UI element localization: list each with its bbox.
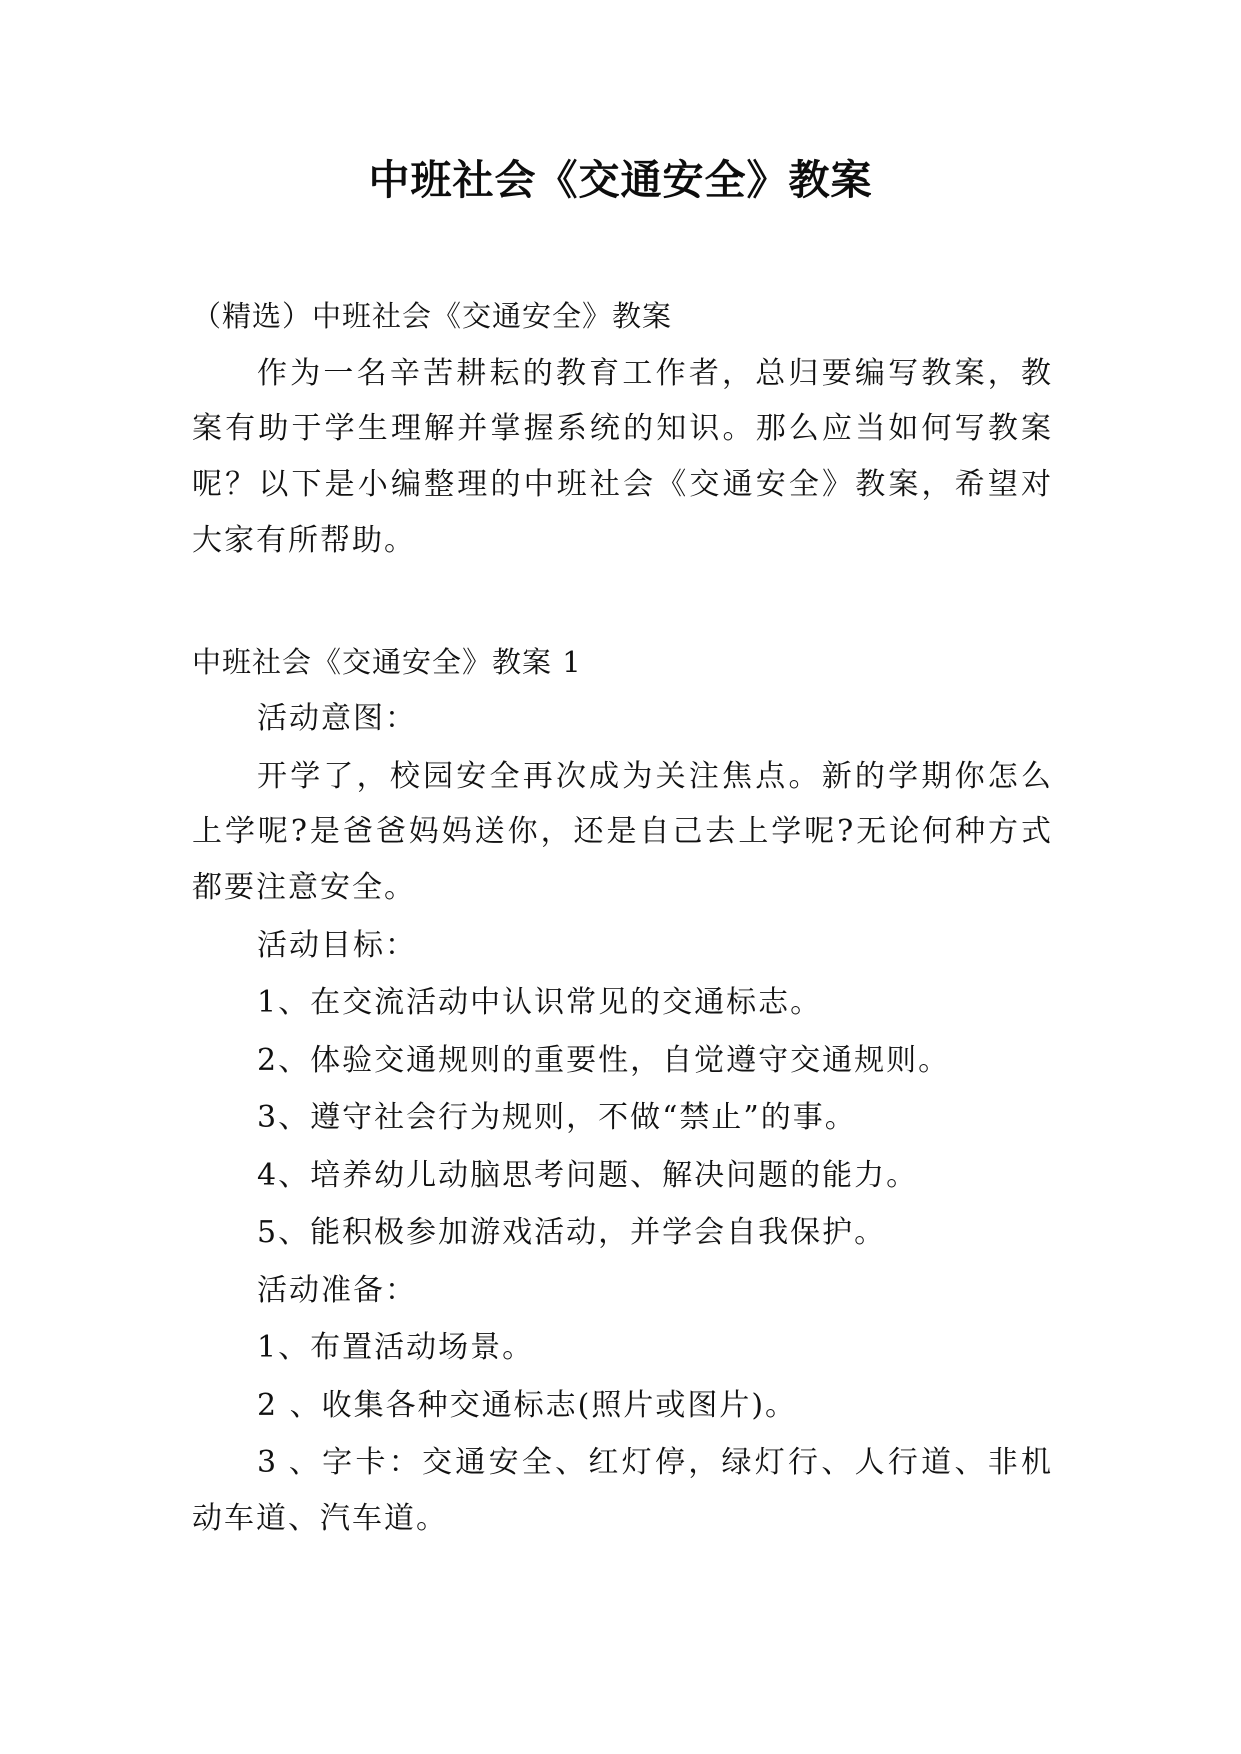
activity-goals-heading: 活动目标： (257, 928, 417, 963)
activity-prep-heading: 活动准备： (257, 1273, 417, 1308)
intro-paragraph-line: 大家有所帮助。 (192, 523, 416, 558)
document-title: 中班社会《交通安全》教案 (368, 156, 873, 204)
intro-paragraph-line: 作为一名辛苦耕耘的教育工作者，总归要编写教案，教 (257, 356, 1051, 391)
prep-item: 1、布置活动场景。 (257, 1330, 535, 1365)
goal-item: 4、培养幼儿动脑思考问题、解决问题的能力。 (257, 1158, 919, 1193)
document-subtitle: （精选）中班社会《交通安全》教案 (192, 299, 673, 333)
activity-intent-line: 都要注意安全。 (192, 870, 416, 905)
activity-intent-line: 上学呢?是爸爸妈妈送你，还是自己去上学呢?无论何种方式 (192, 814, 1051, 849)
intro-paragraph-line: 案有助于学生理解并掌握系统的知识。那么应当如何写教案 (192, 411, 1051, 446)
goal-item: 5、能积极参加游戏活动，并学会自我保护。 (257, 1215, 887, 1250)
goal-item: 3、遵守社会行为规则，不做“禁止”的事。 (257, 1100, 857, 1135)
section-heading: 中班社会《交通安全》教案 1 (192, 645, 582, 679)
goal-item: 2、体验交通规则的重要性，自觉遵守交通规则。 (257, 1043, 951, 1078)
prep-item-continued: 动车道、汽车道。 (192, 1501, 448, 1536)
activity-intent-line: 开学了，校园安全再次成为关注焦点。新的学期你怎么 (257, 759, 1051, 794)
activity-intent-heading: 活动意图： (257, 701, 417, 736)
prep-item: 3 、字卡：交通安全、红灯停，绿灯行、人行道、非机 (257, 1445, 1051, 1480)
goal-item: 1、在交流活动中认识常见的交通标志。 (257, 985, 823, 1020)
prep-item: 2 、收集各种交通标志(照片或图片)。 (257, 1388, 798, 1423)
intro-paragraph-line: 呢？以下是小编整理的中班社会《交通安全》教案，希望对 (192, 467, 1051, 502)
